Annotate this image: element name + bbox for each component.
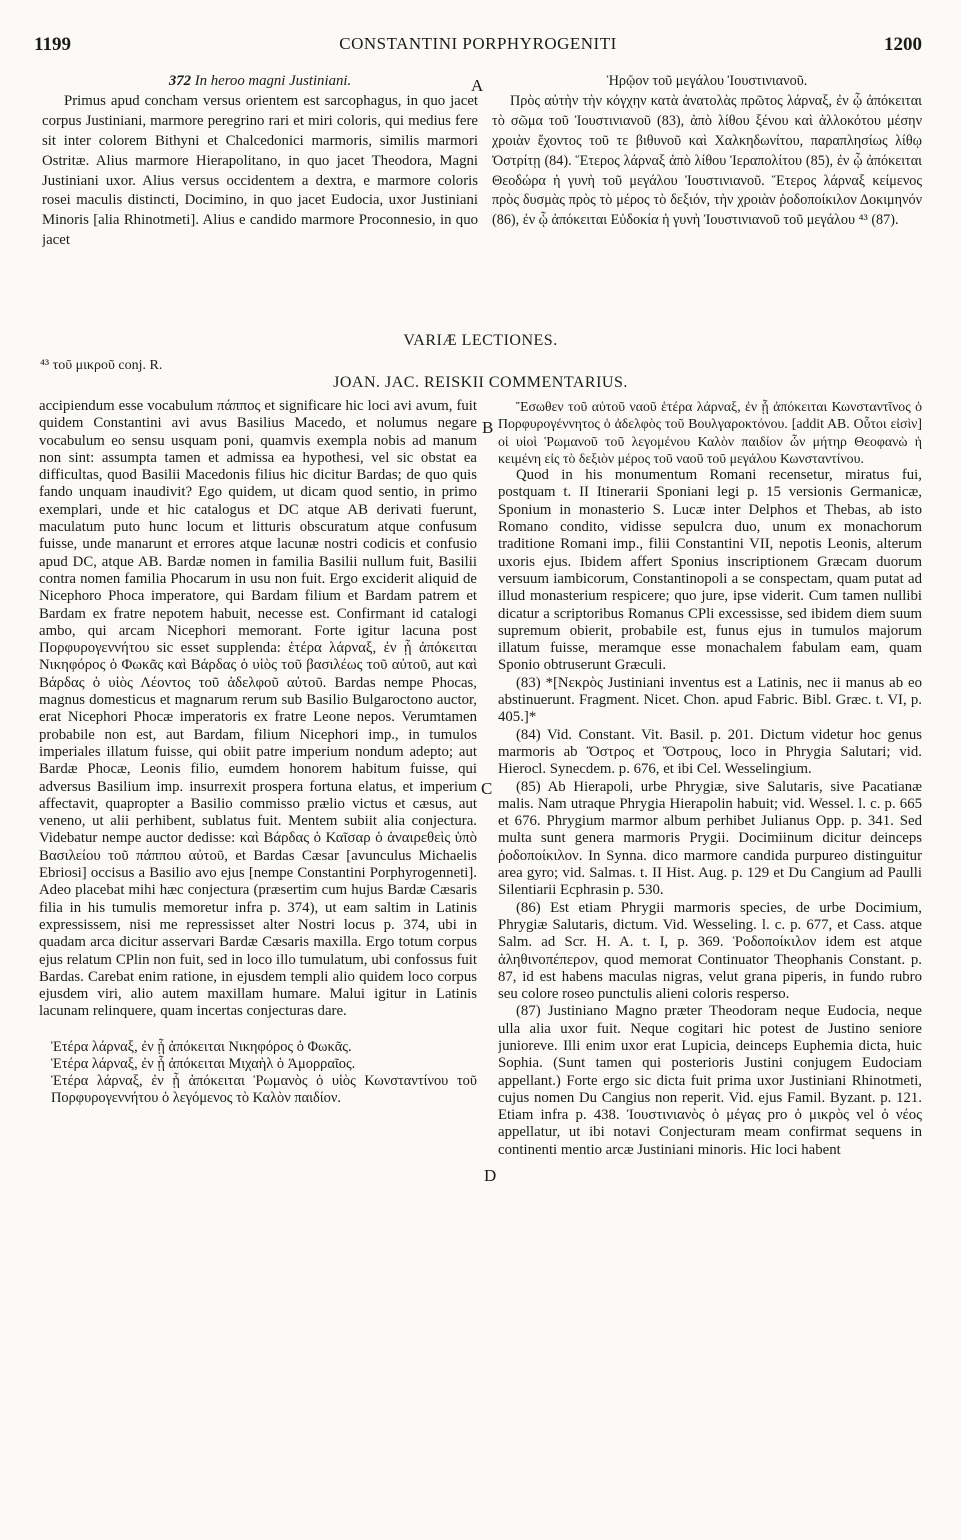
footnote-85: (85) Ab Hierapoli, urbe Phrygiæ, sive Salutaris, sive Pacatianæ malis. Nam utraque Phrygia Hierapolin habuit; vid. Wessel. l. c. p. 665 et 676. Phrygium marmor album perhibet Julianus Opp. p. 341. Sed multa sunt genera marmoris Prygii. Docimiinum dicitur deinceps ῥοδοποίκιλον. In Synna. dico marmore candida purpureo distinguitur area gyro; vid. Salmas. t. II Hist. Aug. p. 129 et Du Cangium ad Paulli Silentiarii Ecphrasin p. 530. — [498, 778, 922, 899]
page-header — [34, 34, 922, 60]
margin-marker-d: D — [484, 1166, 497, 1185]
running-title: CONSTANTINI PORPHYROGENITI — [339, 34, 617, 53]
greek-section-title: Ἡρῷον τοῦ μεγάλου Ἰουστινιανοῦ. — [606, 73, 808, 89]
commentary-left-column — [39, 398, 477, 1108]
page-number-left: 1199 — [34, 34, 71, 55]
commentary-paragraph: accipiendum esse vocabulum πάππος et significare hic loci avi avum, fuit quidem Constantini avi avus Basilius Macedo, et nolumus negare vocabulum eo sensu usquam poni, quamvis exempla nobis ad manum non sint: assumpta tamen et admissa ea hypothesi, vel sic obstat ea difficultas, quod Basilii Macedonis filius hic dicitur Bardas; de quo quis fando unquam inaudivit? Ego quidem, ut dicam quod sentio, in primo exemplari, unde et hic catalogus et DC atque AB derivati fuerunt, maculatum puto hunc locum et litturis obscuratum atque confusum fuisse, unde manarunt et errores atque lacunæ nostri codicis et confusio apud DC, atque AB. Bardæ nomen in familia Basilii nullum fuit, Basilii contra nomen familia Phocarum in usu non fuit. Ergo exciderit aliquid de Nicephoro Phoca imperatore, qui Bardam filium et Bardam patrem et Bardam ex fratre nepotem habuit, necesse est. Confirmant id catalogi ambo, qui arcam Nicephori memorant. Forte igitur lacuna post Πορφυρογεννήτου sic esset supplenda: ἑτέρα λάρναξ, ἐν ᾗ ἀπόκειται Νικηφόρος ὁ Φωκᾶς καὶ Βάρδας ὁ υἱὸς τοῦ βασιλέως τοῦ αὐτοῦ, aut καὶ Βάρδας ὁ υἱὸς Λέοντος τοῦ ἀδελφοῦ αὐτοῦ. Bardas nempe Phocas, magnus domesticus et magnarum rerum sub Basilio Bulgaroctono auctor, erat Nicephori Phocæ imperatoris ex fratre Leone nepos. Verumtamen probabile non est, aut Bardam, filium Nicephori imp., in tumulos imperiales illatum fuisse, qui obiit patre imperium nondum adepto; aut Bardæ Phocæ, Leonis filio, eumdem honorem habitum fuisse, qui adversus Basilium imp. insurrexit prospera fortuna elatus, et imperium affectavit, quapropter a Basilio commisso prælio victus et cæsus, aut veneno, ut alii perhibent, sublatus fuit. Mentem subiit alia conjectura. Videbatur nempe auctor dedisse: καὶ Βάρδας ὁ Καῖσαρ ὁ ἀναιρεθεὶς ὑπὸ Βασιλείου τοῦ πάππου αὐτοῦ, et Bardas Cæsar [avunculus Michaelis Ebriosi] occisus a Basilio avo ejus [nempe Constantini Porphyrogenneti]. Adeo placebat mihi hæc conjectura (præsertim cum hujus Bardæ Cæsaris filia in his tumulis memoretur infra p. 374), ut eam saltim in Latinis expressissem, nisi me repressisset alter Nostri locus p. 374, ubi in quadam arca dicitur asservari Bardæ Cæsaris maxilla. Ergo totum corpus ejus relatum CPlin non fuit, sed in loco illo tumulatum, ubi confossus fuit Bardas. Carebat enim ratione, in ejusdem templi alio quidem loco corpus ejusdem viri, alio autem maxillam humare. Malui igitur in Latinis lacunam relinquere, quam incertas conjecturas dare. — [39, 398, 477, 1020]
greek-addition-line: Ἑτέρα λάρναξ, ἐν ᾗ ἀπόκειται Μιχαὴλ ὁ Ἀμορραῖος. — [51, 1055, 356, 1072]
variae-lectiones-heading: VARIÆ LECTIONES. — [403, 332, 558, 349]
margin-marker-b: B — [482, 418, 494, 437]
greek-text-column — [492, 72, 922, 231]
greek-addition-line: Ἑτέρα λάρναξ, ἐν ᾗ ἀπόκειται Νικηφόρος ὁ Φωκᾶς. — [51, 1038, 352, 1055]
margin-marker-c: C — [481, 779, 493, 798]
greek-intro-paragraph: Ἔσωθεν τοῦ αὐτοῦ ναοῦ ἑτέρα λάρναξ, ἐν ᾗ ἀπόκειται Κωνσταντῖνος ὁ Πορφυρογέννητος ὁ ἀδελφὸς τοῦ Βουλγαροκτόνου. [addit AB. Οὗτοι εἰσὶν] οἱ υἱοὶ Ῥωμανοῦ τοῦ λεγομένου Καλὸν παιδίον ὧν μήτηρ Θεοφανὼ ἡ κειμένη εἰς τὸ δεξιὸν μέρος τοῦ ναοῦ τοῦ μεγάλου Κωνσταντίνου. — [498, 399, 922, 466]
variant-reading-note: ⁴³ τοῦ μικροῦ conj. R. — [40, 358, 163, 373]
margin-marker-a: A — [471, 76, 484, 95]
footnote-86: (86) Est etiam Phrygii marmoris species, de urbe Docimium, Phrygiæ Salutaris, dictum. Vid. Wesseling. l. c. p. 677, et Cass. atque Salm. ad Scr. H. A. t. I, p. 369. Ῥοδοποίκιλον idem est atque ἀληθινοπέπερον, quod memorat Continuator Theophanis Constant. p. 87, id est habens maculas nigras, velut grana piperis, in fundo rubro seu colore roseo punctulis alieni coloris resperso. — [498, 899, 922, 1003]
commentary-paragraph: Quod in his monumentum Romani recensetur, miratus fui, postquam t. II Itinerarii Sponiani legi p. 15 versionis Germanicæ, Sponium in monasterio S. Lucæ inter Delphos et Thebas, ab isto Romano condito, vidisse sepulcra duo, unum ex monachorum traditione Romani imp., filii Constantini VII, nepotis Leonis, alterum uxoris ejus. Ibidem affert Sponius inscriptionem Græcam duorum versuum iambicorum, Constantinopoli a se conspectam, quam putat ad illud monasterium respicere; quo jure, ipse viderit. Cum tamen nullibi dicatur a scriptoribus Romanus CPli excessisse, sed ibidem diem suum supremum obierit, probabile est, funus ejus in tumulos majorum illatum fuisse, meramque esse monachalem fabulam eam, quam Sponio obtruserunt Græculi. — [498, 467, 922, 674]
greek-body: Πρὸς αὐτὴν τὴν κόγχην κατὰ ἀνατολὰς πρῶτος λάρναξ, ἐν ᾧ ἀπόκειται τὸ σῶμα τοῦ Ἰουστινιανοῦ (83), ἀπὸ λίθου ξένου καὶ ἀλλοκότου μέσην χροιὰν ἔχοντος τοῦ τε βιθυνοῦ καὶ Χαλκηδωνίτου, παραπλησίως λίθῳ Ὀστρίτῃ (84). Ἕτερος λάρναξ ἀπὸ λίθου Ἱεραπολίτου (85), ἐν ᾧ ἀπόκειται Θεοδώρα ἡ γυνὴ τοῦ μεγάλου Ἰουστινιανοῦ. Ἕτερος λάρναξ κείμενος πρὸς δυσμὰς πρὸς τὸ μέρος τὸ δεξιόν, τὴν χροιὰν ῥοδοποίκιλον Δοκιμηνόν (86), ἐν ᾧ ἀπόκειται Εὐδοκία ἡ γυνὴ Ἰουστινιανοῦ τοῦ μεγάλου ⁴³ (87). — [492, 92, 922, 229]
commentary-heading: JOAN. JAC. REISKII COMMENTARIUS. — [333, 374, 628, 391]
footnote-83: (83) *[Νεκρὸς Justiniani inventus est a Latinis, nec ii manus ab eo abstinuerunt. Fragment. Nicet. Chon. apud Fabric. Bibl. Græc. t. VI, p. 405.]* — [498, 674, 922, 726]
section-number: 372 — [168, 73, 192, 89]
latin-title-text: In heroo magni Justiniani. — [194, 73, 352, 89]
latin-body: Primus apud concham versus orientem est sarcophagus, in quo jacet corpus Justiniani, marmore peregrino rari et miri coloris, qui medius fere sit inter colorem Bithyni et Chalcedonici marmoris, similis marmori Ostritæ. Alius marmore Hierapolitano, in quo jacet Theodora, Magni Justiniani uxor. Alius versus occidentem a dextra, e marmore coloris rosei maculis distincti, Docimino, in quo jacet Eudocia, uxor Justiniani Minoris [alia Rhinotmeti]. Alius e candido marmore Proconnesio, in quo jacet — [42, 92, 478, 249]
greek-addition-line: Ἑτέρα λάρναξ, ἐν ᾗ ἀπόκειται Ῥωμανὸς ὁ υἱὸς Κωνσταντίνου τοῦ Πορφυρογεννήτου ὁ λεγόμενος τὸ Καλὸν παιδίον. — [51, 1073, 477, 1107]
latin-section-title — [42, 72, 478, 92]
commentary-right-column — [498, 398, 922, 1159]
footnote-84: (84) Vid. Constant. Vit. Basil. p. 201. Dictum videtur hoc genus marmoris ab Ὄστρος et Ὄστρους, loco in Phrygia Salutari; vid. Hierocl. Synecdem. p. 676, et ibi Cel. Wesselingium. — [498, 726, 922, 778]
page-number-right: 1200 — [884, 34, 922, 55]
latin-text-column — [42, 72, 478, 251]
footnote-87: (87) Justiniano Magno præter Theodoram neque Eudocia, neque ulla alia uxor fuit. Neque cogitari hic potest de Justino seniore junioreve. Illi enim uxor erat Lupicia, deinceps Euphemia dicta, huic Sophia. (Sunt tamen qui posterioris Justini conjugem Eudociam appellant.) Forte ergo sic dicta fuit prima uxor Justiniani Rhinotmeti, cujus nomen Du Cangius non reperit. Vid. ejus Famil. Byzant. p. 121. Etiam infra p. 438. Ἰουστινιανὸς ὁ μέγας pro ὁ μικρὸς vel ὁ νέος appellatur, ut ibi notavi Conjecturam meam confirmat sequens in continenti mentio arcæ Justiniani minoris. Hic loci habent — [498, 1003, 922, 1158]
